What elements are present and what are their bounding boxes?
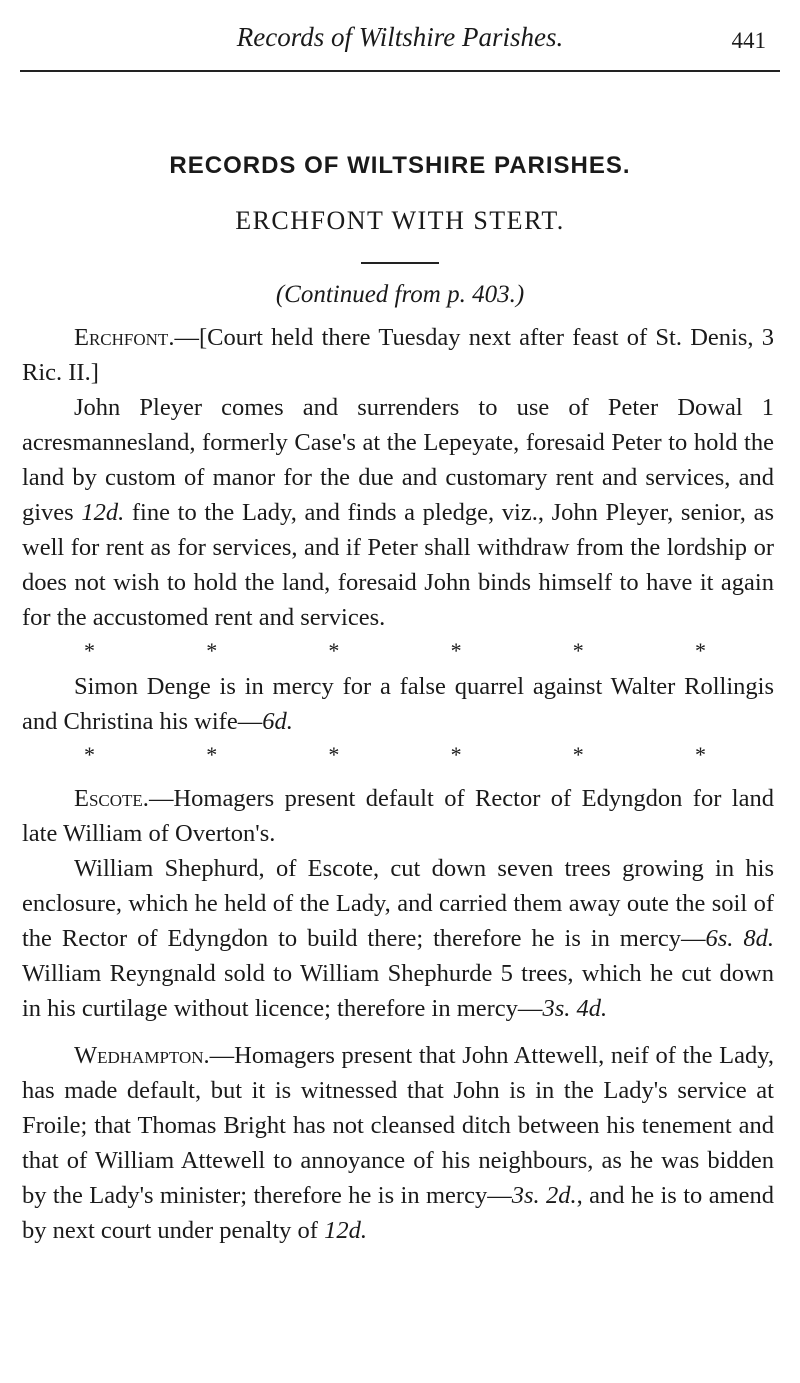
asterisk: *	[572, 742, 584, 767]
paragraph-text: fine to the Lady, and finds a pledge, viz., John Pleyer, senior, as well for rent as for services, and if Peter shall withdraw from the lordship or does not wish to hold the land, foresaid John binds himself to have it again for the accustomed rent and services.	[22, 499, 774, 631]
asterisk: *	[328, 638, 340, 663]
page-number: 441	[731, 28, 766, 53]
fine-amount: 12d.	[81, 499, 125, 526]
asterisk: *	[572, 638, 584, 663]
asterisk: *	[206, 638, 218, 663]
asterisk: *	[694, 638, 706, 663]
paragraph-erchfont	[22, 320, 774, 390]
paragraph-text: —Homagers present that John Attewell, neif of the Lady, has made default, but it is witnessed that John is in the Lady's service at Froile; that Thomas Bright has not cleansed ditch between his tenement and that of William Attewell to annoyance of his neighbours, as he was bidden by the Lady's minister; therefore he is in mercy—	[22, 1042, 774, 1209]
asterism	[22, 741, 774, 769]
body-text	[22, 320, 774, 1248]
paragraph-pleyer	[22, 390, 774, 635]
fine-amount: 12d.	[324, 1217, 367, 1244]
place-heading-escote: Escote.	[74, 785, 149, 812]
asterisk: *	[694, 742, 706, 767]
paragraph-text: , and he is to amend by next court under penalty of	[22, 1182, 775, 1244]
asterism	[22, 637, 774, 665]
paragraph-text: William Reyngnald sold to William Shephurde 5 trees, which he cut down in his curtilage without licence; therefore in mercy—	[22, 960, 774, 1022]
paragraph-text: John Pleyer comes and surrenders to use of Peter Dowal 1 acresmannesland, formerly Case's at the Lepeyate, foresaid Peter to hold the land by custom of manor for the due and customary rent and services, and gives	[22, 394, 774, 526]
fine-amount: 6d.	[262, 708, 293, 735]
fine-amount: 3s. 4d.	[542, 995, 608, 1022]
page-title: RECORDS OF WILTSHIRE PARISHES.	[169, 152, 631, 179]
continued-note: (Continued from p. 403.)	[275, 281, 525, 308]
paragraph-wedhampton	[22, 1038, 774, 1248]
paragraph-text: —Homagers present default of Rector of Edyngdon for land late William of Overton's.	[22, 785, 774, 847]
paragraph-escote	[22, 781, 774, 851]
asterisk: *	[84, 638, 95, 663]
fine-amount: 6s. 8d.	[705, 925, 774, 952]
paragraph-shephurd	[22, 851, 774, 1026]
asterisk: *	[84, 742, 95, 767]
asterisk: *	[450, 638, 462, 663]
place-heading-erchfont: Erchfont.	[74, 324, 175, 351]
asterisk: *	[450, 742, 462, 767]
header-rule	[20, 70, 780, 72]
section-subtitle: ERCHFONT WITH STERT.	[235, 206, 565, 235]
paragraph-text: —[Court held there Tuesday next after feast of St. Denis, 3 Ric. II.]	[22, 324, 774, 386]
paragraph-denge	[22, 669, 774, 739]
paragraph-text: Simon Denge is in mercy for a false quarrel against Walter Rollingis and Christina his wife—	[22, 673, 774, 735]
title-rule	[361, 262, 439, 264]
running-title: Records of Wiltshire Parishes.	[236, 22, 564, 52]
asterisk: *	[206, 742, 218, 767]
running-head	[20, 18, 780, 58]
place-heading-wedhampton: Wedhampton.	[74, 1042, 210, 1069]
fine-amount: 3s. 2d.	[511, 1182, 577, 1209]
asterisk: *	[328, 742, 340, 767]
paragraph-text: William Shephurd, of Escote, cut down seven trees growing in his enclosure, which he held of the Lady, and carried them away oute the soil of the Rector of Edyngdon to build there; therefore he is in mercy—	[22, 855, 774, 952]
